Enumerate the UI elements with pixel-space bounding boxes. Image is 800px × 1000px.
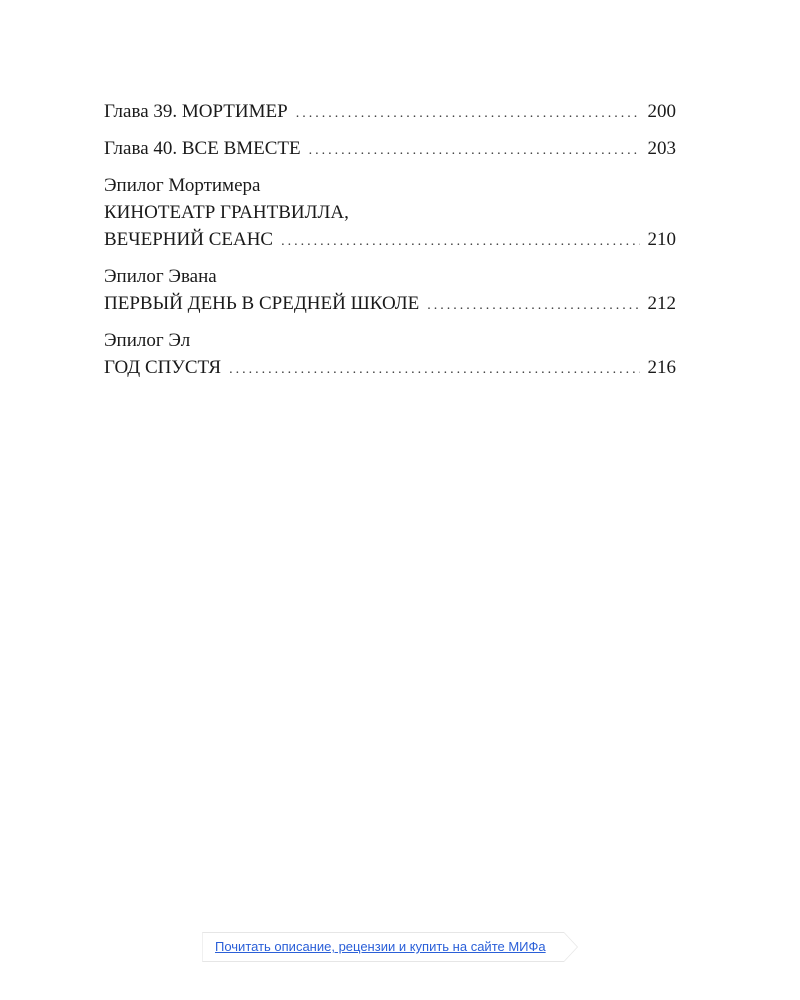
toc-entry-epilogue-el xyxy=(104,327,676,383)
dot-leader xyxy=(309,137,640,164)
toc-entry-title: Глава 40. ВСЕ ВМЕСТЕ xyxy=(104,138,301,159)
toc-line xyxy=(104,226,676,255)
toc-page-number: 210 xyxy=(647,229,676,250)
toc-entry-epilogue-mortimer xyxy=(104,172,676,255)
buy-on-mif-link[interactable]: Почитать описание, рецензии и купить на сайте МИФа xyxy=(202,932,564,962)
toc-line xyxy=(104,290,676,319)
dot-leader xyxy=(296,100,640,127)
toc-line xyxy=(104,354,676,383)
toc-page-number: 216 xyxy=(647,357,676,378)
dot-leader xyxy=(427,292,639,319)
toc-entry-subtitle: Эпилог Эвана xyxy=(104,266,217,287)
toc-entry-chapter-39 xyxy=(104,98,676,127)
toc-entry-title: ПЕРВЫЙ ДЕНЬ В СРЕДНЕЙ ШКОЛЕ xyxy=(104,293,420,314)
table-of-contents xyxy=(104,98,676,391)
footer-banner xyxy=(202,933,597,961)
toc-entry-chapter-40 xyxy=(104,135,676,164)
toc-line xyxy=(104,98,676,127)
toc-entry-title: ВЕЧЕРНИЙ СЕАНС xyxy=(104,229,274,250)
toc-entry-subtitle: Эпилог Мортимера xyxy=(104,175,261,196)
toc-entry-title: ГОД СПУСТЯ xyxy=(104,357,222,378)
dot-leader xyxy=(229,356,639,383)
toc-page-number: 200 xyxy=(647,101,676,122)
toc-entry-subtitle: Эпилог Эл xyxy=(104,330,191,351)
toc-page-number: 212 xyxy=(647,293,676,314)
toc-entry-epilogue-evan xyxy=(104,263,676,319)
toc-entry-title: КИНОТЕАТР ГРАНТВИЛЛА, xyxy=(104,202,349,223)
dot-leader xyxy=(281,228,639,255)
toc-line xyxy=(104,135,676,164)
toc-entry-title: Глава 39. МОРТИМЕР xyxy=(104,101,288,122)
toc-page-number: 203 xyxy=(647,138,676,159)
